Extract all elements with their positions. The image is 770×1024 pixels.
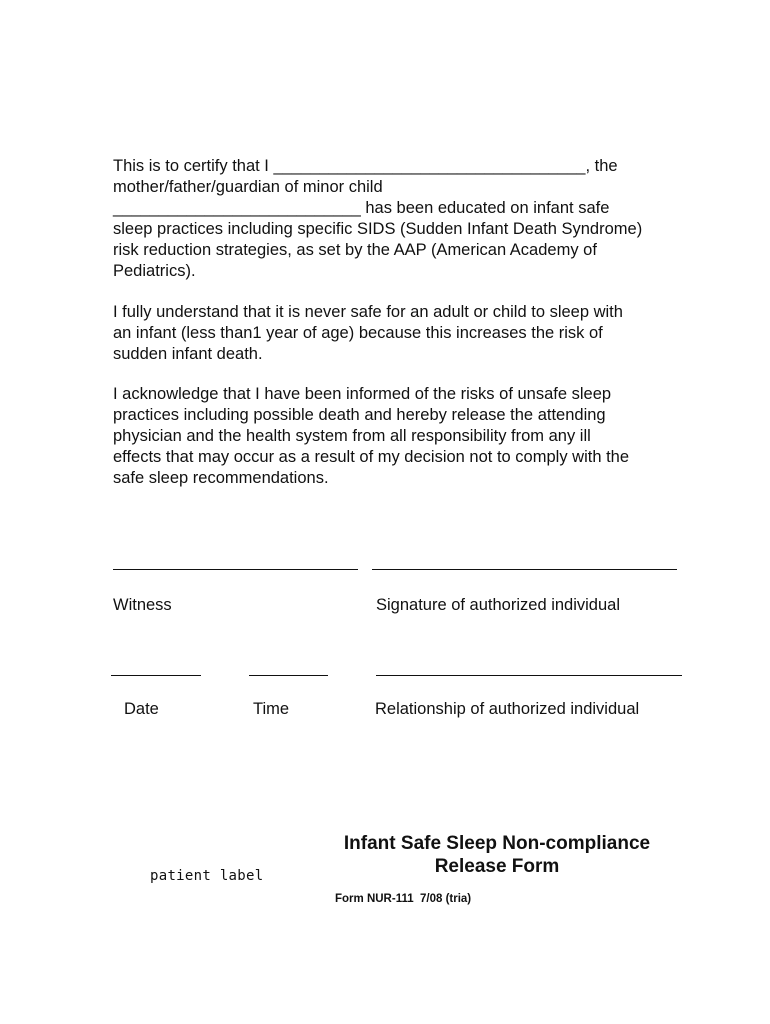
certification-paragraph <box>113 156 693 282</box>
date-line[interactable] <box>111 675 201 676</box>
understanding-paragraph <box>113 302 693 365</box>
witness-signature-line[interactable] <box>113 569 358 570</box>
authorized-signature-line[interactable] <box>372 569 677 570</box>
signature-label: Signature of authorized individual <box>376 596 620 614</box>
acknowledgment-line: safe sleep recommendations. <box>113 469 329 487</box>
form-title <box>322 832 672 878</box>
understanding-line: I fully understand that it is never safe for an adult or child to sleep with <box>113 303 623 321</box>
certification-line: Pediatrics). <box>113 262 196 280</box>
acknowledgment-line: practices including possible death and hereby release the attending <box>113 406 606 424</box>
understanding-line: an infant (less than1 year of age) because this increases the risk of <box>113 324 603 342</box>
acknowledgment-paragraph <box>113 384 693 489</box>
form-title-line: Infant Safe Sleep Non-compliance <box>343 833 651 854</box>
time-line[interactable] <box>249 675 328 676</box>
time-label: Time <box>253 700 290 718</box>
witness-label: Witness <box>113 596 172 614</box>
date-label: Date <box>124 700 159 718</box>
relationship-label: Relationship of authorized individual <box>375 700 640 718</box>
acknowledgment-line: effects that may occur as a result of my decision not to comply with the <box>113 448 630 466</box>
form-number: Form NUR-111 7/08 (tria) <box>335 893 472 905</box>
form-title-line: Release Form <box>434 856 560 877</box>
patient-label-area: patient label <box>150 868 264 884</box>
understanding-line: sudden infant death. <box>113 345 263 363</box>
certification-line: mother/father/guardian of minor child <box>113 178 383 196</box>
certification-line: ___________________________ has been educated on infant safe <box>113 199 610 217</box>
certification-line: risk reduction strategies, as set by the AAP (American Academy of <box>113 241 597 259</box>
acknowledgment-line: I acknowledge that I have been informed of the risks of unsafe sleep <box>113 385 612 403</box>
certification-line: This is to certify that I __________________________________, the <box>113 157 618 175</box>
relationship-line[interactable] <box>376 675 682 676</box>
acknowledgment-line: physician and the health system from all responsibility from any ill <box>113 427 591 445</box>
certification-line: sleep practices including specific SIDS (Sudden Infant Death Syndrome) <box>113 220 643 238</box>
